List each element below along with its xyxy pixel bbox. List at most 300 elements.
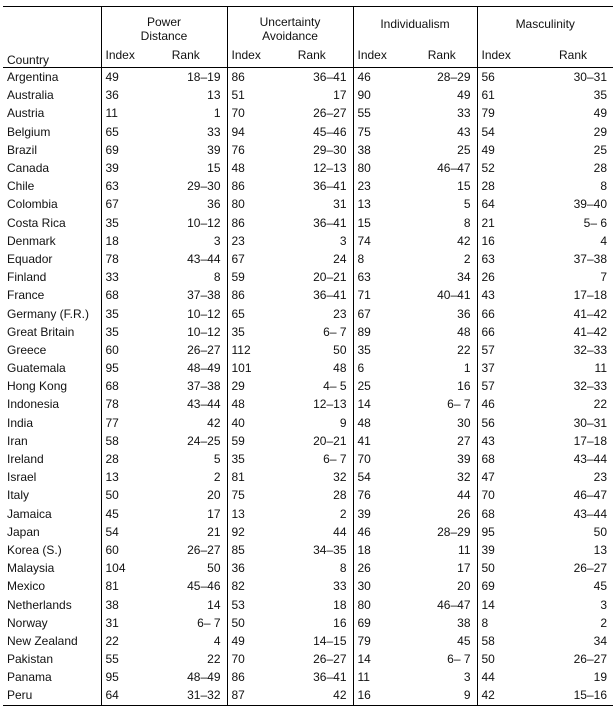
uncertainty-avoidance-index: 86 <box>227 177 273 195</box>
uncertainty-avoidance-index: 67 <box>227 250 273 268</box>
country-cell: Iran <box>7 433 28 448</box>
table-row <box>3 486 613 504</box>
country-cell: Indonesia <box>7 397 60 412</box>
uncertainty-avoidance-rank: 42 <box>273 686 353 705</box>
masculinity-header-line1: Masculinity <box>515 17 575 31</box>
table-row <box>3 377 613 395</box>
table-row <box>3 159 613 177</box>
power-distance-rank: 8 <box>213 270 221 285</box>
individualism-rank: 3 <box>463 670 471 685</box>
table-row <box>3 432 613 450</box>
uncertainty-avoidance-index: 59 <box>227 432 273 450</box>
table-row <box>3 505 613 523</box>
masculinity-index: 66 <box>477 304 535 322</box>
individualism-rank: 5 <box>463 197 471 212</box>
power-distance-rank: 10–12 <box>187 306 221 321</box>
power-distance-rank: 2 <box>213 470 221 485</box>
country-cell: Costa Rica <box>7 215 66 230</box>
table-row <box>3 304 613 322</box>
masculinity-index: 56 <box>477 414 535 432</box>
masculinity-rank: 17–18 <box>573 288 607 303</box>
uncertainty-avoidance-rank: 23 <box>333 306 347 321</box>
uncertainty-avoidance-index: 85 <box>227 541 273 559</box>
masculinity-rank: 34 <box>593 633 607 648</box>
individualism-index: 23 <box>353 177 409 195</box>
power-distance-index: 67 <box>101 195 147 213</box>
individualism-rank: 48 <box>457 324 471 339</box>
power-distance-index: 55 <box>101 650 147 668</box>
individualism-rank: 49 <box>457 88 471 103</box>
table-row <box>3 177 613 195</box>
power-distance-rank: 37–38 <box>187 379 221 394</box>
country-cell: Canada <box>7 161 50 176</box>
individualism-index: 74 <box>353 232 409 250</box>
individualism-index: 75 <box>353 123 409 141</box>
uncertainty-avoidance-index: 70 <box>227 104 273 122</box>
power-distance-index: 50 <box>101 486 147 504</box>
masculinity-index: 44 <box>477 668 535 686</box>
masculinity-rank: 3 <box>600 597 607 612</box>
country-cell: Peru <box>3 686 101 705</box>
masculinity-rank: 45 <box>593 579 607 594</box>
masculinity-index: 95 <box>477 523 535 541</box>
individualism-rank: 43 <box>457 124 471 139</box>
country-cell: India <box>7 415 34 430</box>
uncertainty-avoidance-index: 48 <box>227 395 273 413</box>
individualism-rank: 15 <box>457 179 471 194</box>
masculinity-index: 68 <box>477 450 535 468</box>
masculinity-index-header: Index <box>477 43 535 68</box>
masculinity-index: 47 <box>477 468 535 486</box>
power-distance-rank: 43–44 <box>187 397 221 412</box>
power-distance-index: 18 <box>101 232 147 250</box>
masculinity-rank: 46–47 <box>573 488 607 503</box>
power-distance-rank: 33 <box>207 124 221 139</box>
uncertainty-avoidance-rank: 48 <box>333 361 347 376</box>
power-distance-rank: 42 <box>207 415 221 430</box>
uncertainty-avoidance-rank: 31 <box>333 197 347 212</box>
uncertainty-avoidance-index: 49 <box>227 632 273 650</box>
table-row <box>3 614 613 632</box>
masculinity-index: 28 <box>477 177 535 195</box>
uncertainty-avoidance-index: 40 <box>227 414 273 432</box>
masculinity-rank: 41–42 <box>573 324 607 339</box>
uncertainty-avoidance-rank: 29–30 <box>313 142 347 157</box>
individualism-index: 14 <box>353 650 409 668</box>
power-distance-index: 35 <box>101 214 147 232</box>
table-row <box>3 541 613 559</box>
masculinity-rank: 39–40 <box>573 197 607 212</box>
uncertainty-avoidance-rank: 2 <box>339 506 347 521</box>
power-distance-rank: 48–49 <box>187 670 221 685</box>
uncertainty-avoidance-index: 35 <box>227 450 273 468</box>
uncertainty-avoidance-rank: 3 <box>339 233 347 248</box>
country-cell: Pakistan <box>7 652 54 667</box>
uncertainty-avoidance-index: 23 <box>227 232 273 250</box>
individualism-header <box>353 7 477 44</box>
individualism-index-header: Index <box>353 43 409 68</box>
individualism-index: 70 <box>353 450 409 468</box>
country-cell: France <box>7 288 45 303</box>
masculinity-rank: 49 <box>593 106 607 121</box>
masculinity-index: 66 <box>477 323 535 341</box>
country-cell: Austria <box>7 106 45 121</box>
power-distance-index: 28 <box>101 450 147 468</box>
individualism-index: 25 <box>353 377 409 395</box>
masculinity-rank: 30–31 <box>573 70 607 85</box>
masculinity-rank: 41–42 <box>573 306 607 321</box>
table-row <box>3 523 613 541</box>
power-distance-rank: 48–49 <box>187 361 221 376</box>
country-cell: Korea (S.) <box>7 542 62 557</box>
table-row <box>3 214 613 232</box>
individualism-index: 39 <box>353 505 409 523</box>
power-distance-index: 68 <box>101 377 147 395</box>
uncertainty-avoidance-rank: 4– 5 <box>323 379 347 394</box>
table-row <box>3 668 613 686</box>
uncertainty-avoidance-rank: 12–13 <box>313 161 347 176</box>
power-distance-header <box>101 7 227 44</box>
power-distance-header-line1: Power <box>146 15 181 29</box>
individualism-rank: 11 <box>458 542 471 557</box>
power-distance-index: 35 <box>101 304 147 322</box>
country-cell: Greece <box>7 342 47 357</box>
individualism-index: 38 <box>353 141 409 159</box>
uncertainty-avoidance-rank: 20–21 <box>313 270 347 285</box>
uncertainty-avoidance-index: 48 <box>227 159 273 177</box>
country-cell: Argentina <box>7 70 59 85</box>
uncertainty-avoidance-rank: 50 <box>333 342 347 357</box>
masculinity-index: 50 <box>477 650 535 668</box>
power-distance-index: 38 <box>101 595 147 613</box>
individualism-index: 18 <box>353 541 409 559</box>
masculinity-index: 52 <box>477 159 535 177</box>
masculinity-index: 50 <box>477 559 535 577</box>
masculinity-rank: 25 <box>593 142 607 157</box>
masculinity-rank: 2 <box>600 615 607 630</box>
masculinity-rank: 32–33 <box>573 342 607 357</box>
power-distance-index: 65 <box>101 123 147 141</box>
uncertainty-avoidance-rank: 6– 7 <box>323 452 347 467</box>
uncertainty-avoidance-index: 101 <box>227 359 273 377</box>
power-distance-rank: 31–32 <box>147 686 227 705</box>
country-cell: Great Britain <box>7 324 75 339</box>
power-distance-index: 69 <box>101 141 147 159</box>
masculinity-index: 21 <box>477 214 535 232</box>
masculinity-index: 49 <box>477 141 535 159</box>
power-distance-rank: 20 <box>207 488 221 503</box>
individualism-index: 67 <box>353 304 409 322</box>
table-row <box>3 359 613 377</box>
masculinity-rank: 43–44 <box>573 452 607 467</box>
uncertainty-avoidance-rank: 36–41 <box>313 670 347 685</box>
masculinity-rank: 8 <box>600 179 607 194</box>
masculinity-index: 58 <box>477 632 535 650</box>
individualism-rank: 17 <box>457 561 471 576</box>
country-cell: Chile <box>7 179 35 194</box>
table-row <box>3 632 613 650</box>
individualism-rank: 25 <box>457 142 471 157</box>
country-cell: Netherlands <box>7 597 72 612</box>
country-cell: Australia <box>7 88 54 103</box>
individualism-rank: 28–29 <box>437 70 471 85</box>
table-row <box>3 595 613 613</box>
masculinity-rank: 11 <box>594 361 607 376</box>
uncertainty-avoidance-index: 86 <box>227 286 273 304</box>
masculinity-rank: 29 <box>593 124 607 139</box>
power-distance-index: 11 <box>101 104 147 122</box>
uncertainty-avoidance-rank: 36–41 <box>313 179 347 194</box>
individualism-rank: 45 <box>457 633 471 648</box>
masculinity-index: 37 <box>477 359 535 377</box>
masculinity-index: 61 <box>477 86 535 104</box>
uncertainty-avoidance-rank: 28 <box>333 488 347 503</box>
power-distance-index: 36 <box>101 86 147 104</box>
masculinity-index: 16 <box>477 232 535 250</box>
masculinity-rank: 28 <box>593 161 607 176</box>
uncertainty-avoidance-rank: 17 <box>333 88 347 103</box>
uncertainty-avoidance-index: 94 <box>227 123 273 141</box>
uncertainty-avoidance-rank: 16 <box>333 615 347 630</box>
uncertainty-avoidance-index: 86 <box>227 214 273 232</box>
individualism-rank: 16 <box>457 379 471 394</box>
uncertainty-avoidance-rank: 32 <box>333 470 347 485</box>
table-row <box>3 686 613 705</box>
table-row <box>3 104 613 122</box>
uncertainty-avoidance-index: 82 <box>227 577 273 595</box>
power-distance-index: 22 <box>101 632 147 650</box>
individualism-index: 48 <box>353 414 409 432</box>
country-cell: New Zealand <box>7 633 78 648</box>
table-body <box>3 68 613 706</box>
individualism-index: 15 <box>353 214 409 232</box>
country-cell: Belgium <box>7 124 51 139</box>
uncertainty-avoidance-index: 75 <box>227 486 273 504</box>
individualism-rank: 32 <box>457 470 471 485</box>
individualism-index: 14 <box>353 395 409 413</box>
uncertainty-avoidance-index: 70 <box>227 650 273 668</box>
power-distance-rank: 29–30 <box>187 179 221 194</box>
individualism-index: 79 <box>353 632 409 650</box>
masculinity-index: 43 <box>477 286 535 304</box>
country-cell: Panama <box>7 670 52 685</box>
power-distance-index: 78 <box>101 395 147 413</box>
individualism-index: 46 <box>353 523 409 541</box>
power-distance-index: 60 <box>101 541 147 559</box>
masculinity-index: 79 <box>477 104 535 122</box>
individualism-index: 90 <box>353 86 409 104</box>
country-cell: Brazil <box>7 142 38 157</box>
masculinity-index: 26 <box>477 268 535 286</box>
individualism-rank: 6– 7 <box>447 652 471 667</box>
uncertainty-avoidance-index: 86 <box>227 668 273 686</box>
country-cell: Denmark <box>7 233 56 248</box>
power-distance-rank: 6– 7 <box>197 615 221 630</box>
uncertainty-avoidance-header-line1: Uncertainty <box>259 15 321 29</box>
masculinity-header <box>477 7 613 44</box>
masculinity-index: 54 <box>477 123 535 141</box>
masculinity-index: 39 <box>477 541 535 559</box>
country-cell: Colombia <box>7 197 58 212</box>
individualism-index: 46 <box>353 68 409 87</box>
power-distance-rank: 45–46 <box>187 579 221 594</box>
table-row <box>3 195 613 213</box>
individualism-index: 26 <box>353 559 409 577</box>
individualism-rank: 42 <box>457 233 471 248</box>
uncertainty-avoidance-header <box>227 7 353 44</box>
individualism-rank: 2 <box>463 251 471 266</box>
table-row <box>3 232 613 250</box>
power-distance-index: 54 <box>101 523 147 541</box>
cultural-dimensions-table <box>3 6 613 706</box>
power-distance-index: 45 <box>101 505 147 523</box>
individualism-rank: 38 <box>457 615 471 630</box>
masculinity-index: 46 <box>477 395 535 413</box>
individualism-index: 69 <box>353 614 409 632</box>
table-row <box>3 123 613 141</box>
table-row <box>3 577 613 595</box>
table-row <box>3 450 613 468</box>
individualism-index: 6 <box>353 359 409 377</box>
power-distance-rank: 43–44 <box>187 251 221 266</box>
masculinity-rank: 26–27 <box>573 652 607 667</box>
individualism-rank: 46–47 <box>437 597 471 612</box>
individualism-rank: 22 <box>457 342 471 357</box>
individualism-index: 41 <box>353 432 409 450</box>
individualism-rank: 40–41 <box>437 288 471 303</box>
power-distance-header-line2: Distance <box>140 29 188 43</box>
uncertainty-avoidance-rank: 12–13 <box>313 397 347 412</box>
masculinity-rank: 19 <box>593 670 607 685</box>
individualism-index: 54 <box>353 468 409 486</box>
individualism-rank: 26 <box>457 506 471 521</box>
power-distance-index: 95 <box>101 359 147 377</box>
individualism-rank: 46–47 <box>437 161 471 176</box>
uncertainty-avoidance-index: 112 <box>227 341 273 359</box>
uncertainty-avoidance-rank: 36–41 <box>313 70 347 85</box>
masculinity-index: 63 <box>477 250 535 268</box>
uncertainty-avoidance-index: 92 <box>227 523 273 541</box>
country-cell: Italy <box>7 488 30 503</box>
power-distance-rank: 4 <box>213 633 221 648</box>
individualism-rank: 39 <box>457 452 471 467</box>
individualism-index: 80 <box>353 595 409 613</box>
individualism-rank: 1 <box>463 361 471 376</box>
uncertainty-avoidance-rank: 14–15 <box>313 633 347 648</box>
individualism-index: 35 <box>353 341 409 359</box>
individualism-index: 13 <box>353 195 409 213</box>
individualism-index: 89 <box>353 323 409 341</box>
power-distance-rank: 13 <box>207 88 221 103</box>
masculinity-rank: 43–44 <box>573 506 607 521</box>
power-distance-index: 39 <box>101 159 147 177</box>
masculinity-rank: 4 <box>600 233 607 248</box>
individualism-rank: 30 <box>457 415 471 430</box>
country-cell: Norway <box>7 615 48 630</box>
table-row <box>3 650 613 668</box>
power-distance-index: 31 <box>101 614 147 632</box>
power-distance-rank: 3 <box>213 233 221 248</box>
uncertainty-avoidance-index: 50 <box>227 614 273 632</box>
uncertainty-avoidance-rank: 26–27 <box>313 652 347 667</box>
masculinity-index: 57 <box>477 341 535 359</box>
uncertainty-avoidance-rank: 9 <box>339 415 347 430</box>
masculinity-rank: 15–16 <box>535 686 613 705</box>
masculinity-index: 8 <box>477 614 535 632</box>
power-distance-rank: 24–25 <box>187 433 221 448</box>
masculinity-rank: 22 <box>593 397 607 412</box>
power-distance-rank: 14 <box>207 597 221 612</box>
power-distance-rank: 22 <box>207 652 221 667</box>
uncertainty-avoidance-index: 87 <box>227 686 273 705</box>
power-distance-rank: 50 <box>207 561 221 576</box>
table-row <box>3 286 613 304</box>
country-cell: Germany (F.R.) <box>7 306 90 321</box>
country-cell: Finland <box>7 270 47 285</box>
uncertainty-avoidance-index: 13 <box>227 505 273 523</box>
country-cell: Israel <box>7 470 37 485</box>
individualism-rank-header: Rank <box>409 43 477 68</box>
masculinity-rank: 32–33 <box>573 379 607 394</box>
uncertainty-avoidance-index: 51 <box>227 86 273 104</box>
uncertainty-avoidance-index: 35 <box>227 323 273 341</box>
uncertainty-avoidance-index: 53 <box>227 595 273 613</box>
individualism-header-line1: Individualism <box>380 17 450 31</box>
masculinity-rank-header: Rank <box>535 43 613 68</box>
masculinity-index: 14 <box>477 595 535 613</box>
individualism-rank: 6– 7 <box>447 397 471 412</box>
power-distance-rank: 1 <box>213 106 221 121</box>
power-distance-rank: 26–27 <box>187 342 221 357</box>
table-row <box>3 68 613 87</box>
uncertainty-avoidance-index: 80 <box>227 195 273 213</box>
country-cell: Guatemala <box>7 361 66 376</box>
masculinity-rank: 7 <box>600 270 607 285</box>
masculinity-index: 56 <box>477 68 535 87</box>
power-distance-rank: 36 <box>207 197 221 212</box>
power-distance-rank: 10–12 <box>187 215 221 230</box>
masculinity-index: 57 <box>477 377 535 395</box>
power-distance-index: 77 <box>101 414 147 432</box>
individualism-rank: 8 <box>463 215 471 230</box>
uncertainty-avoidance-index: 65 <box>227 304 273 322</box>
individualism-rank: 28–29 <box>437 524 471 539</box>
masculinity-index: 43 <box>477 432 535 450</box>
uncertainty-avoidance-rank-header: Rank <box>273 43 353 68</box>
individualism-index: 30 <box>353 577 409 595</box>
individualism-rank: 33 <box>457 106 471 121</box>
table-row <box>3 268 613 286</box>
country-cell: Jamaica <box>7 506 52 521</box>
table-row <box>3 323 613 341</box>
country-cell: Japan <box>7 524 40 539</box>
masculinity-rank: 35 <box>593 88 607 103</box>
table-row <box>3 341 613 359</box>
uncertainty-avoidance-index: 86 <box>227 68 273 87</box>
masculinity-index: 42 <box>477 686 535 705</box>
power-distance-rank: 17 <box>207 506 221 521</box>
uncertainty-avoidance-index: 29 <box>227 377 273 395</box>
power-distance-index: 63 <box>101 177 147 195</box>
uncertainty-avoidance-rank: 6– 7 <box>323 324 347 339</box>
country-cell: Equador <box>7 251 53 266</box>
individualism-index: 16 <box>353 686 409 705</box>
uncertainty-avoidance-rank: 18 <box>333 597 347 612</box>
individualism-rank: 20 <box>457 579 471 594</box>
masculinity-index: 69 <box>477 577 535 595</box>
country-cell: Hong Kong <box>7 379 68 394</box>
power-distance-rank: 21 <box>207 524 221 539</box>
